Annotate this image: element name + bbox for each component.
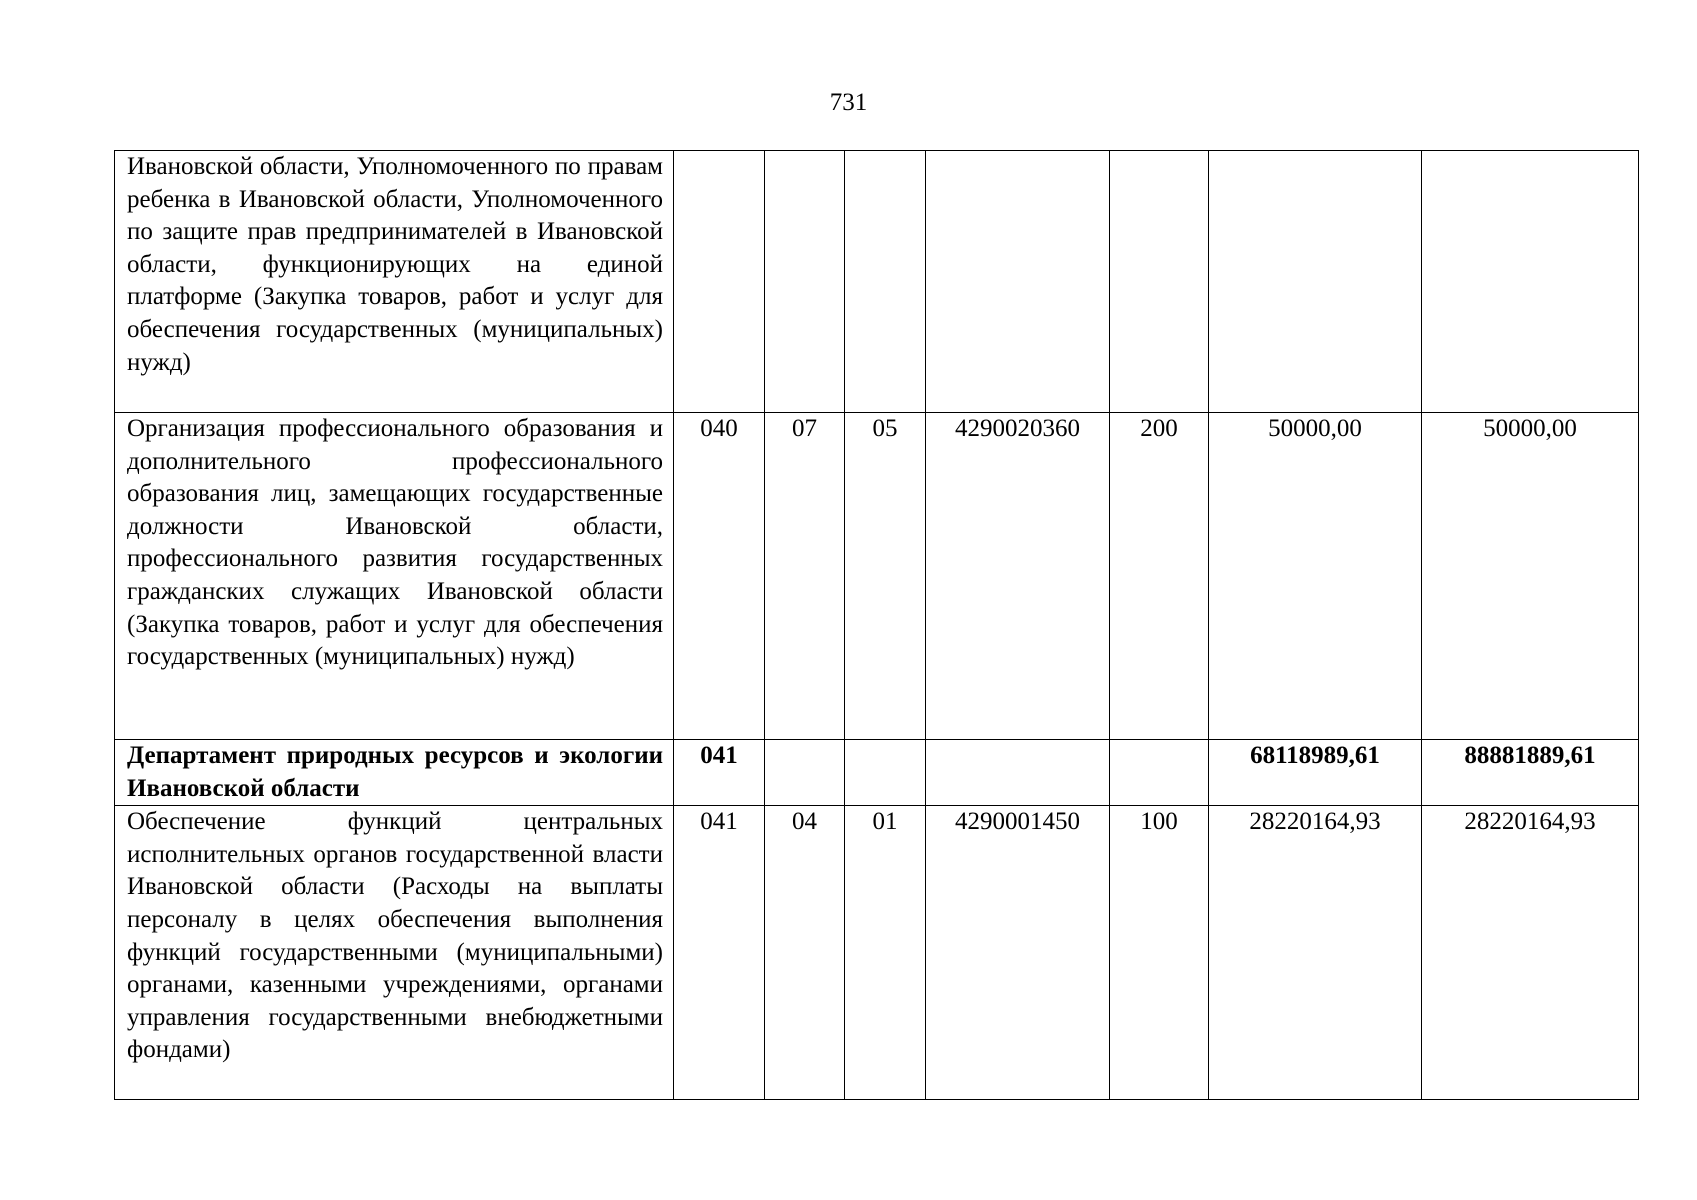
section-code: 07 (765, 413, 845, 740)
amount-2: 88881889,61 (1422, 740, 1639, 806)
section-code: 04 (765, 806, 845, 1100)
amount-1: 68118989,61 (1209, 740, 1422, 806)
expense-type-code (1110, 151, 1209, 413)
subsection-code: 01 (845, 806, 926, 1100)
target-article-code (926, 740, 1110, 806)
section-code (765, 151, 845, 413)
ministry-code (674, 151, 765, 413)
subsection-code (845, 151, 926, 413)
expense-type-code: 100 (1110, 806, 1209, 1100)
table-row (115, 806, 1639, 1100)
ministry-code: 040 (674, 413, 765, 740)
section-code (765, 740, 845, 806)
ministry-code: 041 (674, 740, 765, 806)
page-number: 731 (829, 89, 868, 116)
target-article-code: 4290001450 (926, 806, 1110, 1100)
amount-2: 50000,00 (1422, 413, 1639, 740)
amount-1 (1209, 151, 1422, 413)
ministry-code: 041 (674, 806, 765, 1100)
budget-table (114, 150, 1639, 1100)
subsection-code (845, 740, 926, 806)
amount-2 (1422, 151, 1639, 413)
table-row (115, 740, 1639, 806)
row-name: Департамент природных ресурсов и экологии Ивановской области (115, 740, 674, 806)
expense-type-code: 200 (1110, 413, 1209, 740)
row-name: Организация профессионального образования и дополнительного профессионального образования лиц, замещающих государственные должности Ивановской области, профессионального развития государственных гражданских служащих Ивановской области (Закупка товаров, работ и услуг для обеспечения государственных (муниципальных) нужд) (115, 413, 674, 740)
amount-1: 50000,00 (1209, 413, 1422, 740)
row-name: Обеспечение функций центральных исполнительных органов государственной власти Ивановской области (Расходы на выплаты персоналу в целях обеспечения выполнения функций государственными (муниципальными) органами, казенными учреждениями, органами управления государственными внебюджетными фондами) (115, 806, 674, 1100)
amount-2: 28220164,93 (1422, 806, 1639, 1100)
subsection-code: 05 (845, 413, 926, 740)
target-article-code: 4290020360 (926, 413, 1110, 740)
row-name: Ивановской области, Уполномоченного по правам ребенка в Ивановской области, Уполномоченного по защите прав предпринимателей в Ивановской области, функционирующих на единой платформе (Закупка товаров, работ и услуг для обеспечения государственных (муниципальных) нужд) (115, 151, 674, 413)
expense-type-code (1110, 740, 1209, 806)
target-article-code (926, 151, 1110, 413)
amount-1: 28220164,93 (1209, 806, 1422, 1100)
table-row (115, 413, 1639, 740)
table-row (115, 151, 1639, 413)
